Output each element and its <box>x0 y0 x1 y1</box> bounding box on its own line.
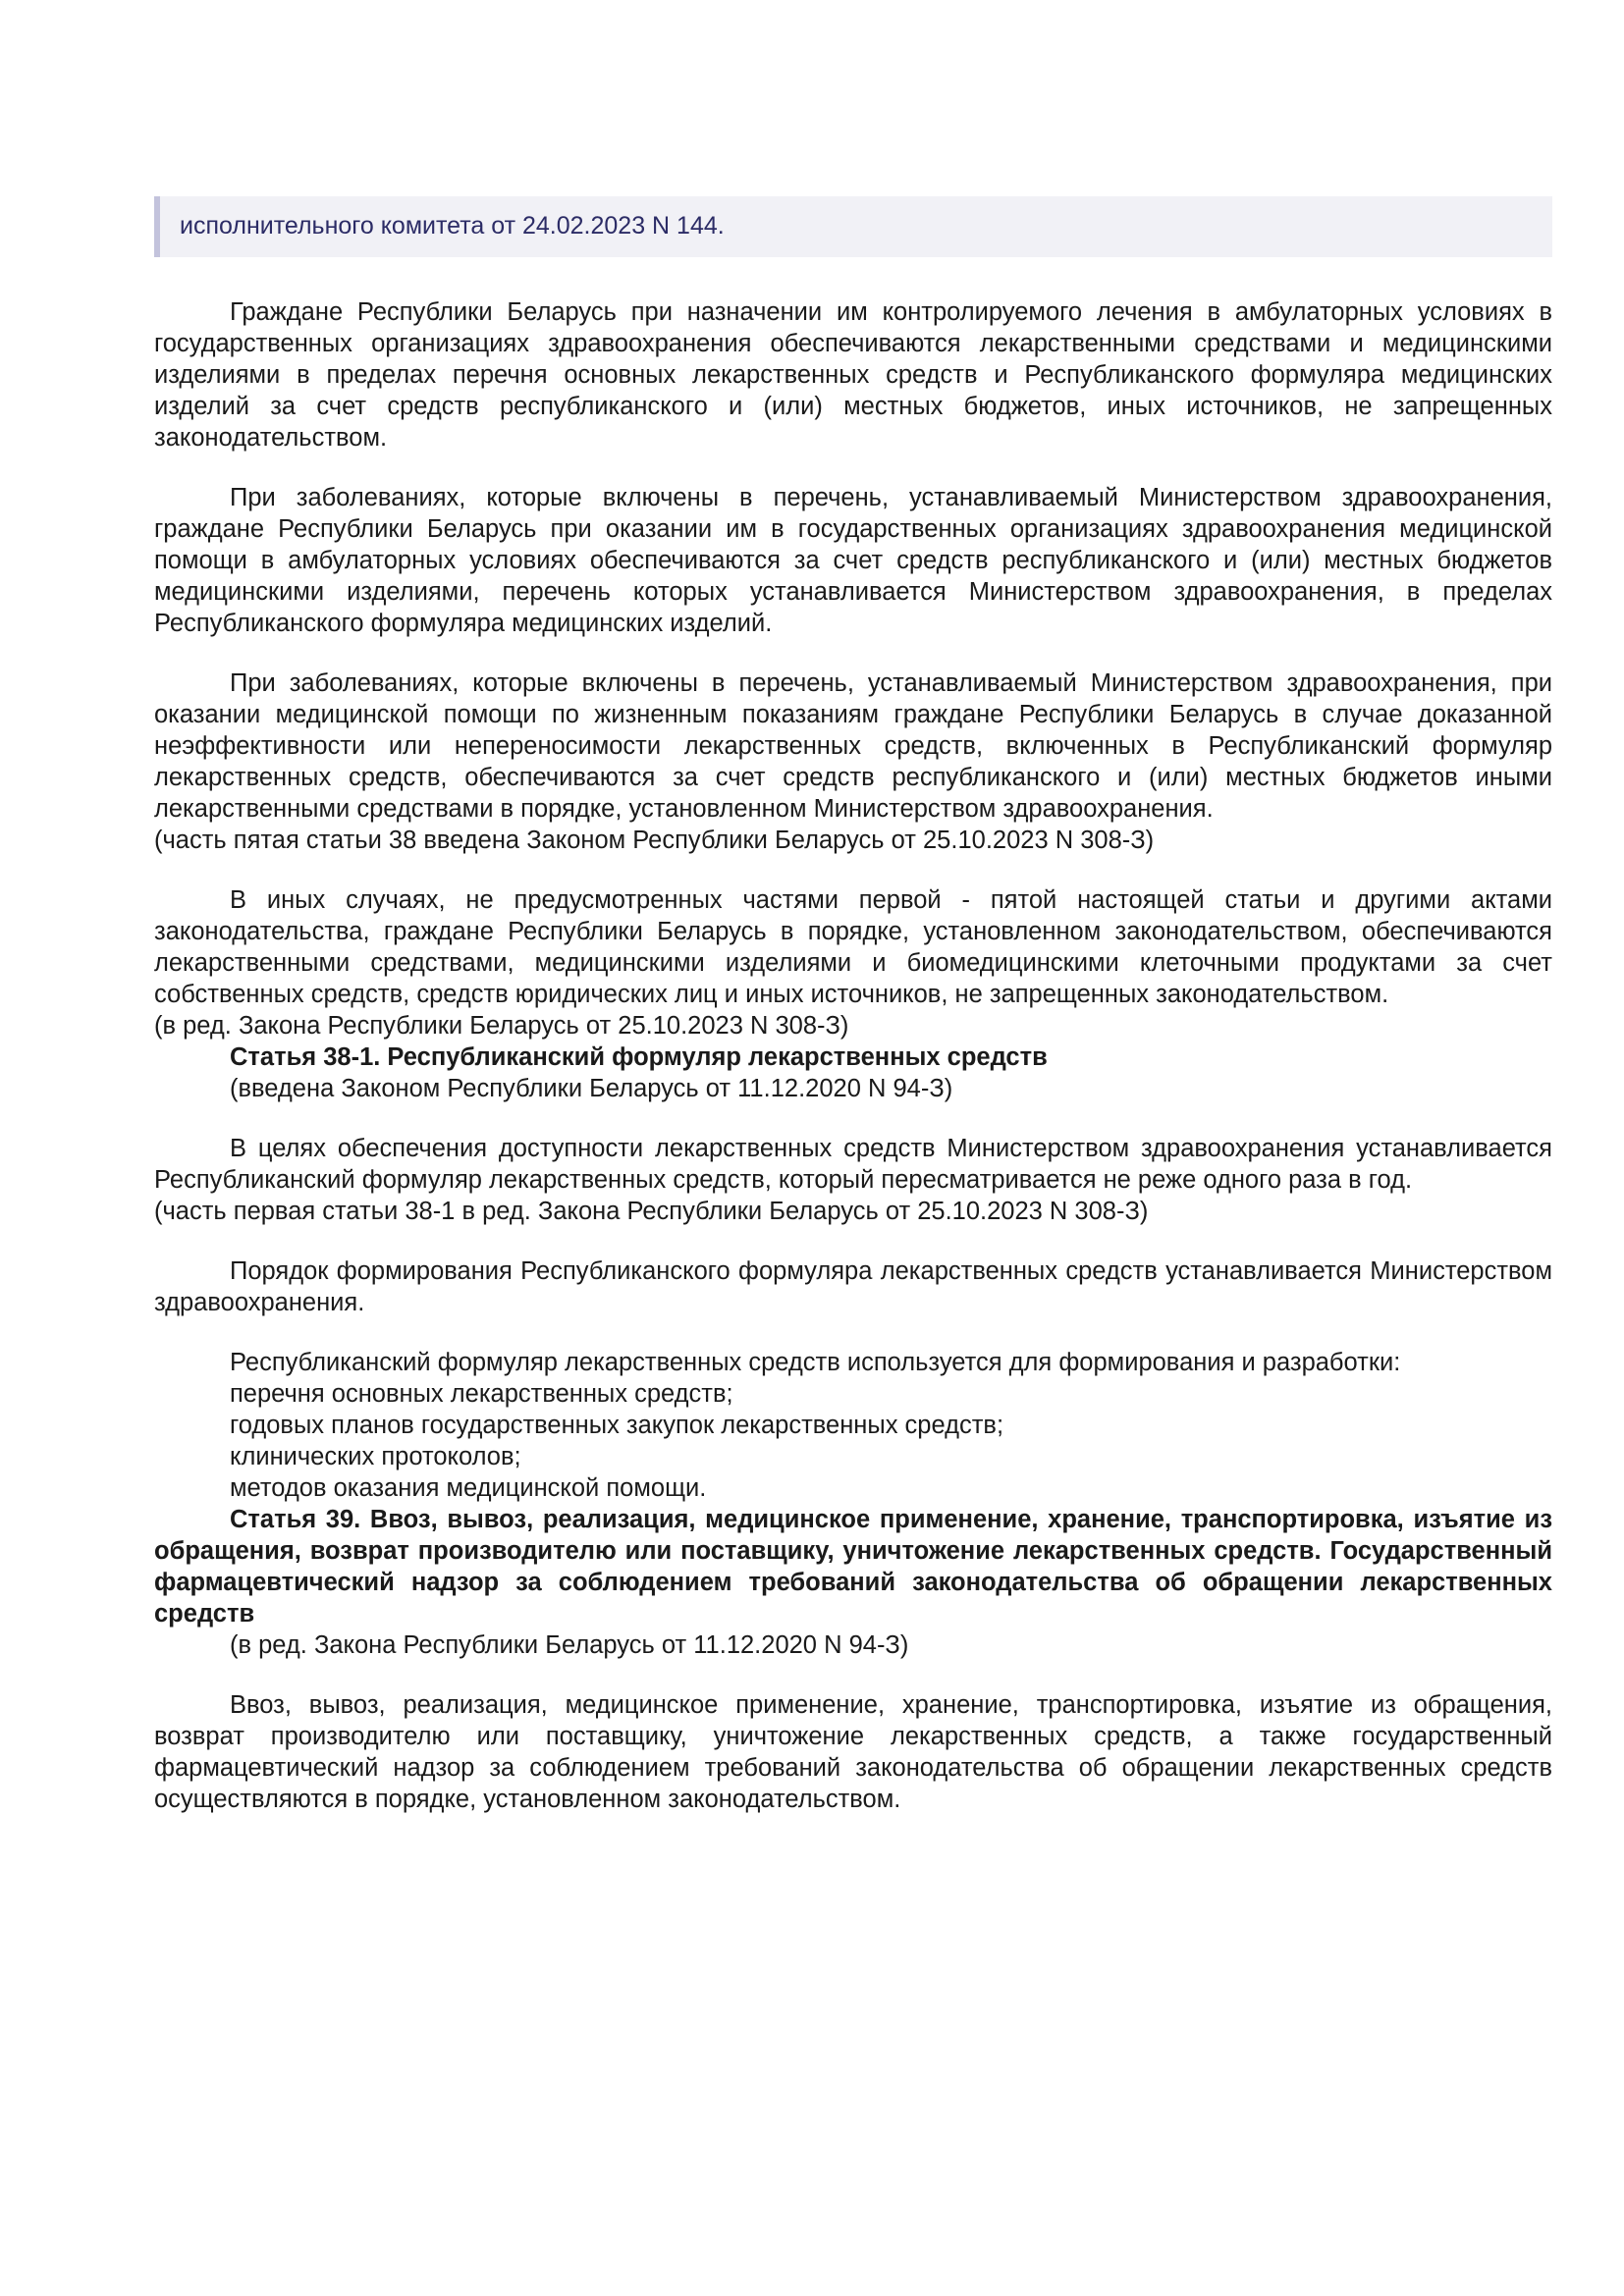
article-38-1-title: Статья 38-1. Республиканский формуляр лекарственных средств <box>230 1043 1048 1071</box>
paragraph: При заболеваниях, которые включены в перечень, устанавливаемый Министерством здравоохранения, граждане Республики Беларусь при оказании им в государственных организациях здравоохранения медицинской помощи в амбулаторных условиях обеспечиваются за счет средств республиканского и (или) местных бюджетов медицинскими изделиями, перечень которых устанавливается Министерством здравоохранения, в пределах Республиканского формуляра медицинских изделий. <box>154 484 1552 637</box>
paragraph: В иных случаях, не предусмотренных частями первой - пятой настоящей статьи и другими актами законодательства, граждане Республики Беларусь в порядке, установленном законодательством, обеспечиваются лекарственными средствами, медицинскими изделиями и биомедицинскими клеточными продуктами за счет собственных средств, средств юридических лиц и иных источников, не запрещенных законодательством. <box>154 886 1552 1008</box>
paragraph: Ввоз, вывоз, реализация, медицинское применение, хранение, транспортировка, изъятие из обращения, возврат производителю или поставщику, уничтожение лекарственных средств, а также государственный фармацевтический надзор за соблюдением требований законодательства об обращении лекарственных средств осуществляются в порядке, установленном законодательством. <box>154 1691 1552 1813</box>
list-item: методов оказания медицинской помощи. <box>230 1474 707 1502</box>
edition-note: (часть пятая статьи 38 введена Законом Республики Беларусь от 25.10.2023 N 308-З) <box>154 827 1155 854</box>
paragraph: При заболеваниях, которые включены в перечень, устанавливаемый Министерством здравоохранения, при оказании медицинской помощи по жизненным показаниям граждане Республики Беларусь в случае доказанной неэффективности или непереносимости лекарственных средств, включенных в Республиканский формуляр лекарственных средств, обеспечиваются за счет средств республиканского и (или) местных бюджетов иными лекарственными средствами в порядке, установленном Министерством здравоохранения. <box>154 669 1552 823</box>
paragraph: Граждане Республики Беларусь при назначении им контролируемого лечения в амбулаторных условиях в государственных организациях здравоохранения обеспечиваются лекарственными средствами и медицинскими изделиями в пределах перечня основных лекарственных средств и Республиканского формуляра медицинских изделий за счет средств республиканского и (или) местных бюджетов, иных источников, не запрещенных законодательством. <box>154 298 1552 452</box>
paragraph: Порядок формирования Республиканского формуляра лекарственных средств устанавливается Министерством здравоохранения. <box>154 1257 1552 1316</box>
list-item: годовых планов государственных закупок лекарственных средств; <box>230 1412 1004 1439</box>
list-item: клинических протоколов; <box>230 1443 521 1470</box>
edition-note: (в ред. Закона Республики Беларусь от 25.10.2023 N 308-З) <box>154 1012 849 1040</box>
amendment-note <box>154 196 1552 257</box>
article-39-note: (в ред. Закона Республики Беларусь от 11.12.2020 N 94-З) <box>230 1631 909 1659</box>
list-item: перечня основных лекарственных средств; <box>230 1380 733 1408</box>
amendment-note-text: исполнительного комитета от 24.02.2023 N 144. <box>180 212 725 240</box>
edition-note: (часть первая статьи 38-1 в ред. Закона Республики Беларусь от 25.10.2023 N 308-З) <box>154 1198 1149 1225</box>
article-39-title: Статья 39. Ввоз, вывоз, реализация, медицинское применение, хранение, транспортировка, изъятие из обращения, возврат производителю или поставщику, уничтожение лекарственных средств. Государственный фармацевтический надзор за соблюдением требований законодательства об обращении лекарственных средств <box>154 1506 1552 1628</box>
document-page <box>154 196 1552 1815</box>
article-38-1-note: (введена Законом Республики Беларусь от 11.12.2020 N 94-З) <box>230 1075 953 1102</box>
paragraph: В целях обеспечения доступности лекарственных средств Министерством здравоохранения устанавливается Республиканский формуляр лекарственных средств, который пересматривается не реже одного раза в год. <box>154 1135 1552 1194</box>
paragraph: Республиканский формуляр лекарственных средств используется для формирования и разработки: <box>230 1349 1401 1376</box>
